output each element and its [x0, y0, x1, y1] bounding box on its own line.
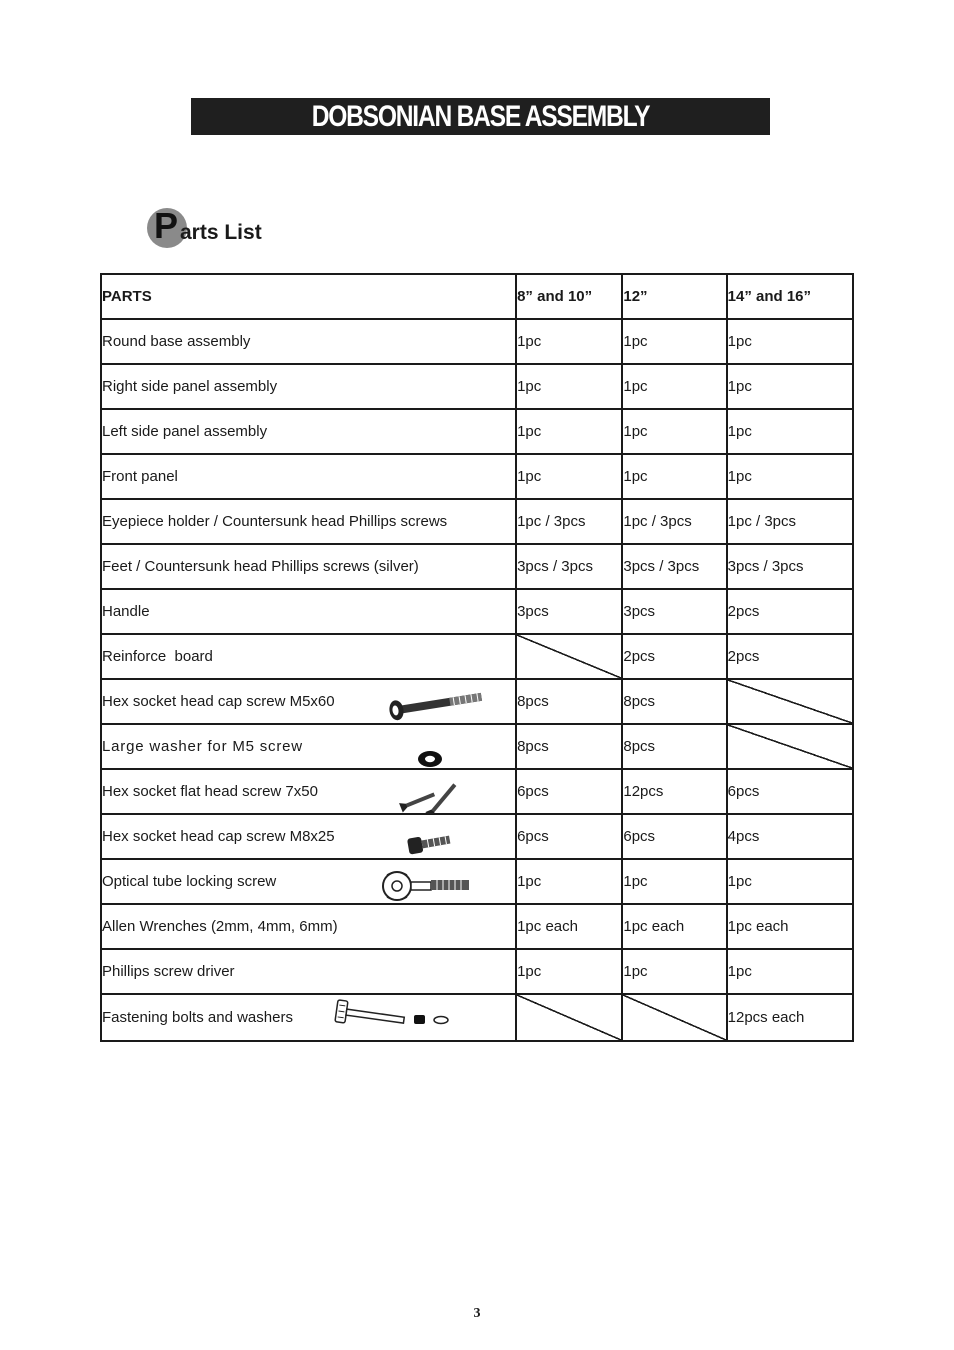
table-row: [101, 994, 853, 1041]
part-name: Hex socket flat head screw 7x50: [102, 783, 318, 800]
qty-12: 1pc: [622, 409, 726, 454]
table-row: [101, 409, 853, 454]
qty-8-10: 6pcs: [516, 814, 622, 859]
qty-14-16: 1pc each: [727, 904, 853, 949]
table-row: [101, 724, 853, 769]
table-header-row: [101, 274, 853, 319]
qty-8-10: 1pc: [516, 364, 622, 409]
table-row: [101, 814, 853, 859]
table-row: [101, 589, 853, 634]
qty-14-16: 12pcs each: [727, 994, 853, 1041]
qty-8-10: 1pc: [516, 409, 622, 454]
part-name: Right side panel assembly: [101, 364, 516, 409]
header-size-8-10: 8” and 10”: [516, 274, 622, 319]
qty-12: 12pcs: [622, 769, 726, 814]
part-name: Fastening bolts and washers: [102, 1009, 293, 1026]
not-applicable-cell: [727, 679, 853, 724]
qty-14-16: 1pc / 3pcs: [727, 499, 853, 544]
qty-14-16: 1pc: [727, 319, 853, 364]
qty-8-10: 3pcs: [516, 589, 622, 634]
table-row: [101, 454, 853, 499]
qty-12: 1pc / 3pcs: [622, 499, 726, 544]
part-name: Left side panel assembly: [101, 409, 516, 454]
parts-table: [100, 273, 854, 1042]
qty-14-16: 1pc: [727, 859, 853, 904]
part-name: Hex socket head cap screw M8x25: [102, 828, 335, 845]
qty-12: 3pcs / 3pcs: [622, 544, 726, 589]
qty-8-10: 1pc: [516, 319, 622, 364]
drop-cap-letter: P: [154, 205, 179, 246]
table-row: [101, 769, 853, 814]
qty-8-10: 3pcs / 3pcs: [516, 544, 622, 589]
qty-8-10: 1pc each: [516, 904, 622, 949]
qty-12: 8pcs: [622, 679, 726, 724]
long-bolt-icon: [384, 687, 488, 721]
qty-8-10: 8pcs: [516, 724, 622, 769]
qty-12: 1pc: [622, 319, 726, 364]
qty-12: 2pcs: [622, 634, 726, 679]
qty-14-16: 1pc: [727, 454, 853, 499]
qty-8-10: 8pcs: [516, 679, 622, 724]
qty-14-16: 1pc: [727, 364, 853, 409]
qty-12: 3pcs: [622, 589, 726, 634]
qty-12: 1pc each: [622, 904, 726, 949]
table-row: [101, 949, 853, 994]
qty-12: 1pc: [622, 454, 726, 499]
part-name: Phillips screw driver: [101, 949, 516, 994]
qty-12: 1pc: [622, 859, 726, 904]
qty-12: 1pc: [622, 364, 726, 409]
not-applicable-cell: [727, 724, 853, 769]
qty-14-16: 6pcs: [727, 769, 853, 814]
qty-8-10: 1pc: [516, 454, 622, 499]
qty-14-16: 1pc: [727, 409, 853, 454]
part-name: Allen Wrenches (2mm, 4mm, 6mm): [101, 904, 516, 949]
washer-icon: [417, 749, 443, 769]
part-name: Hex socket head cap screw M5x60: [102, 693, 335, 710]
table-row: [101, 679, 853, 724]
qty-8-10: 1pc: [516, 949, 622, 994]
table-row: [101, 904, 853, 949]
part-name: Optical tube locking screw: [102, 873, 277, 890]
page-number: 3: [473, 1306, 481, 1321]
qty-8-10: 6pcs: [516, 769, 622, 814]
not-applicable-cell: [622, 994, 726, 1041]
qty-14-16: 3pcs / 3pcs: [727, 544, 853, 589]
qty-12: 6pcs: [622, 814, 726, 859]
page-title: DOBSONIAN BASE ASSEMBLY: [311, 100, 650, 133]
part-name: Round base assembly: [101, 319, 516, 364]
qty-14-16: 2pcs: [727, 589, 853, 634]
table-row: [101, 499, 853, 544]
section-heading-text: arts List: [180, 221, 262, 244]
not-applicable-cell: [516, 634, 622, 679]
title-banner: [191, 98, 770, 135]
header-size-14-16: 14” and 16”: [727, 274, 853, 319]
table-row: [101, 544, 853, 589]
table-row: [101, 859, 853, 904]
part-name: Eyepiece holder / Countersunk head Phillips screws: [101, 499, 516, 544]
header-size-12: 12”: [622, 274, 726, 319]
part-name: Feet / Countersunk head Phillips screws (silver): [101, 544, 516, 589]
qty-12: 8pcs: [622, 724, 726, 769]
table-row: [101, 319, 853, 364]
not-applicable-cell: [516, 994, 622, 1041]
qty-8-10: 1pc / 3pcs: [516, 499, 622, 544]
flat-head-screws-icon: [398, 780, 464, 814]
table-row: [101, 634, 853, 679]
part-name: Reinforce board: [101, 634, 516, 679]
qty-14-16: 4pcs: [727, 814, 853, 859]
part-name: Handle: [101, 589, 516, 634]
part-name: Front panel: [101, 454, 516, 499]
qty-14-16: 2pcs: [727, 634, 853, 679]
part-name: Large washer for M5 screw: [102, 738, 303, 755]
qty-12: 1pc: [622, 949, 726, 994]
qty-14-16: 1pc: [727, 949, 853, 994]
qty-8-10: 1pc: [516, 859, 622, 904]
bolt-nut-washer-icon: [334, 999, 454, 1035]
locking-knob-screw-icon: [381, 867, 473, 905]
header-parts: PARTS: [101, 274, 516, 319]
cap-screw-icon: [406, 831, 454, 855]
table-row: [101, 364, 853, 409]
